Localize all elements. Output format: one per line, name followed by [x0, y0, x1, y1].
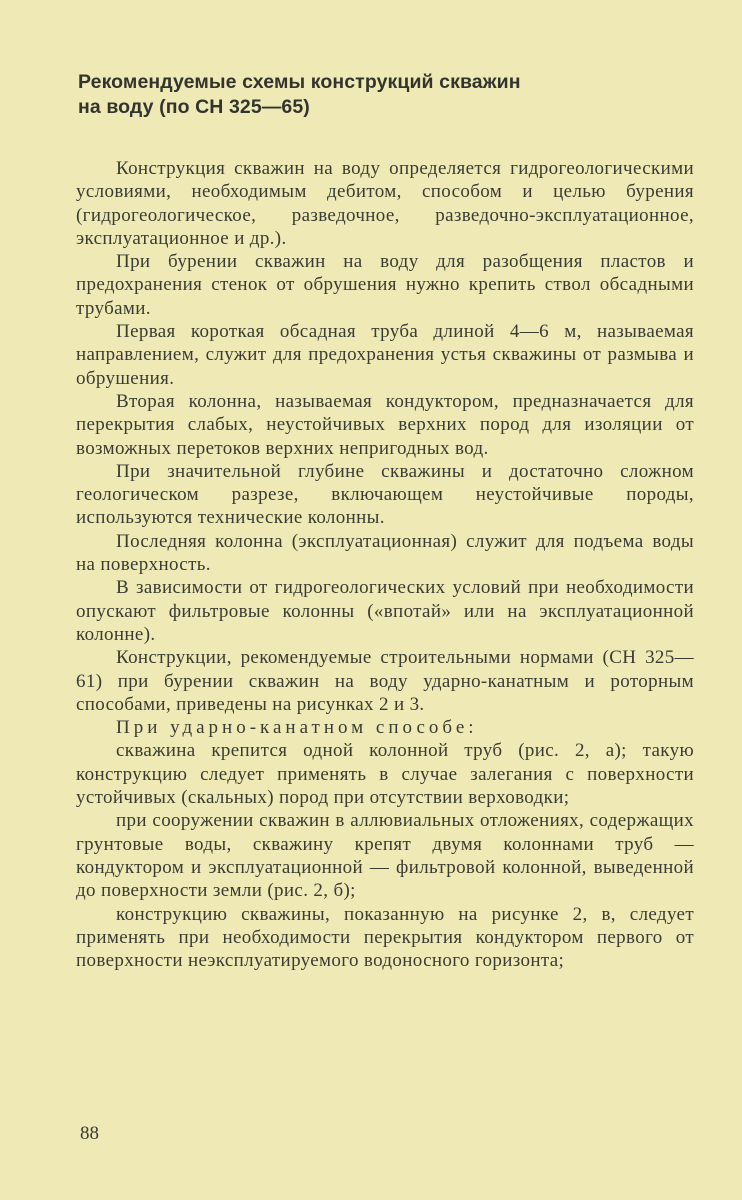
- list-item-3: конструкцию скважины, показанную на рисунке 2, в, следует применять при необходимости перекрытия кондуктором первого от поверхности неэксплуатируемого водоносного горизонта;: [76, 903, 694, 972]
- paragraph-5: При значительной глубине скважины и достаточно сложном геологическом разрезе, включающем неустойчивые породы, используются технические колонны.: [76, 460, 694, 529]
- paragraph-8: Конструкции, рекомендуемые строительными нормами (СН 325—61) при бурении скважин на воду ударно-канатным и роторным способами, приведены на рисунках 2 и 3.: [76, 647, 694, 715]
- paragraph-6: Последняя колонна (эксплуатационная) служит для подъема воды на поверхность.: [76, 530, 694, 576]
- paragraph-4: Вторая колонна, называемая кондуктором, предназначается для перекрытия слабых, неустойчивых верхних пород для изоляции от возможных перетоков верхних непригодных вод.: [76, 390, 694, 459]
- paragraph-1: Конструкция скважин на воду определяется гидрогеологическими условиями, необходимым дебитом, способом и целью бурения (гидрогеологическое, разведочное, разведочно-эксплуатационное, эксплуатационное и др.).: [76, 158, 694, 249]
- paragraph-7: В зависимости от гидрогеологических условий при необходимости опускают фильтровые колонны («впотай» или на эксплуатационной колонне).: [76, 577, 694, 645]
- section-title: [78, 70, 694, 120]
- list-item-1: скважина крепится одной колонной труб (рис. 2, а); такую конструкцию следует применять в случае залегания с поверхности устойчивых (скальных) пород при отсутствии верховодки;: [76, 740, 694, 809]
- method-heading-text: При ударно-канатном способе:: [116, 717, 478, 739]
- page-number: 88: [80, 1123, 99, 1144]
- paragraph-3: Первая короткая обсадная труба длиной 4—6 м, называемая направлением, служит для предохранения устья скважины от размыва и обрушения.: [76, 321, 694, 389]
- page-body: [76, 70, 694, 972]
- section-title-line-2: на воду (по СН 325—65): [78, 96, 310, 118]
- section-title-line-1: Рекомендуемые схемы конструкций скважин: [78, 71, 521, 93]
- method-heading: [76, 716, 694, 739]
- paragraph-2: При бурении скважин на воду для разобщения пластов и предохранения стенок от обрушения нужно крепить ствол обсадными трубами.: [76, 251, 694, 319]
- list-item-2: при сооружении скважин в аллювиальных отложениях, содержащих грунтовые воды, скважину крепят двумя колоннами труб — кондуктором и эксплуатационной — фильтровой колонной, выведенной до поверхности земли (рис. 2, б);: [76, 810, 694, 902]
